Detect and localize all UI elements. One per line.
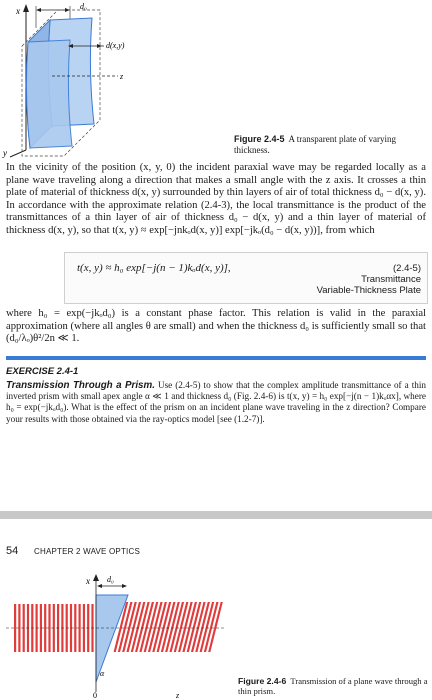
x-axis-label: x (16, 6, 20, 16)
dxy-label: d(x,y) (106, 41, 125, 50)
equation-number: (2.4-5) (393, 263, 421, 274)
figure-label: Figure 2.4-5 (234, 134, 285, 144)
figure-prism-diagram (0, 570, 240, 700)
body-paragraph-2: where h₀ = exp(−jkₒd₀) is a constant phase factor. This relation is valid in the paraxial approximation (where all angles θ are small) and when the thickness d₀ is sufficiently small so that (d₀/λₒ)θ²/2n ≪ 1. (6, 308, 426, 345)
x-axis-arrow (23, 4, 29, 12)
z-axis-label: z (120, 72, 124, 81)
wavefront-stripe (44, 604, 46, 652)
x-axis-label-2: x (86, 576, 90, 586)
alpha-label: α (100, 669, 105, 678)
equation-box (64, 252, 428, 304)
page-number: 54 (6, 545, 19, 557)
z-axis-label-2: z (176, 691, 180, 700)
equation-name-line1: Transmittance (361, 274, 421, 285)
equation-formula: t(x, y) ≈ h₀ exp[−j(n − 1)kₒd(x, y)], (77, 262, 231, 274)
y-axis (10, 150, 26, 157)
page-separator (0, 511, 432, 519)
y-axis-label: y (3, 148, 7, 158)
equation-label (281, 263, 421, 296)
figure-caption-text: A transparent plate of varying thickness. (234, 134, 396, 155)
exercise-title: Transmission Through a Prism. (6, 380, 155, 391)
wavefront-stripe (14, 604, 16, 652)
exercise-separator-bar (6, 356, 426, 360)
origin-label: 0 (93, 691, 97, 700)
exercise-header: EXERCISE 2.4-1 (6, 366, 79, 377)
exercise-text: Use (2.4-5) to show that the complex amplitude transmittance of a thin inverted prism with small apex angle α ≪ 1 and thickness d₀ (Fig. 2.4-6) is t(x, y) = h₀ exp[−j(n − 1)kₒαx], where h₀ = exp(−jkₒd₀). What is the effect of the prism on an incident plane wave traveling in the z direction? Compare your results with those obtained via the ray-optics model [see (1.2-7)]. (6, 380, 427, 424)
d0-label: d₀ (80, 2, 87, 11)
chapter-header: CHAPTER 2 WAVE OPTICS (34, 547, 140, 556)
body-paragraph-1: In the vicinity of the position (x, y, 0) the incident paraxial wave may be regarded locally as a plane wave traveling along a direction that makes a small angle with the z axis. It crosses a thin plate of material of thickness d(x, y) surrounded by thin layers of air of total thickness d₀ − d(x, y). In accordance with the approximate relation (2.4-3), the local transmittance is the product of the transmittances of a thin layer of air of thickness d₀ − d(x, y) and a thin layer of material of thickness d(x, y), so that t(x, y) ≈ exp[−jnkₒd(x, y)] exp[−jkₒ(d₀ − d(x, y))], from which (6, 162, 426, 236)
exercise-body (6, 380, 426, 425)
figure-caption-text-2: Transmission of a plane wave through a thin prism. (238, 676, 428, 696)
figure-label-2: Figure 2.4-6 (238, 676, 287, 686)
figure-2-4-6-caption (238, 676, 428, 696)
figure-plate-diagram (0, 0, 250, 165)
plate-front-face (26, 40, 72, 148)
transmitted-wave-stripes (114, 602, 223, 652)
d0-label-2: d₀ (107, 575, 114, 584)
equation-name-line2: Variable-Thickness Plate (316, 285, 421, 296)
figure-2-4-5-caption (234, 134, 426, 156)
